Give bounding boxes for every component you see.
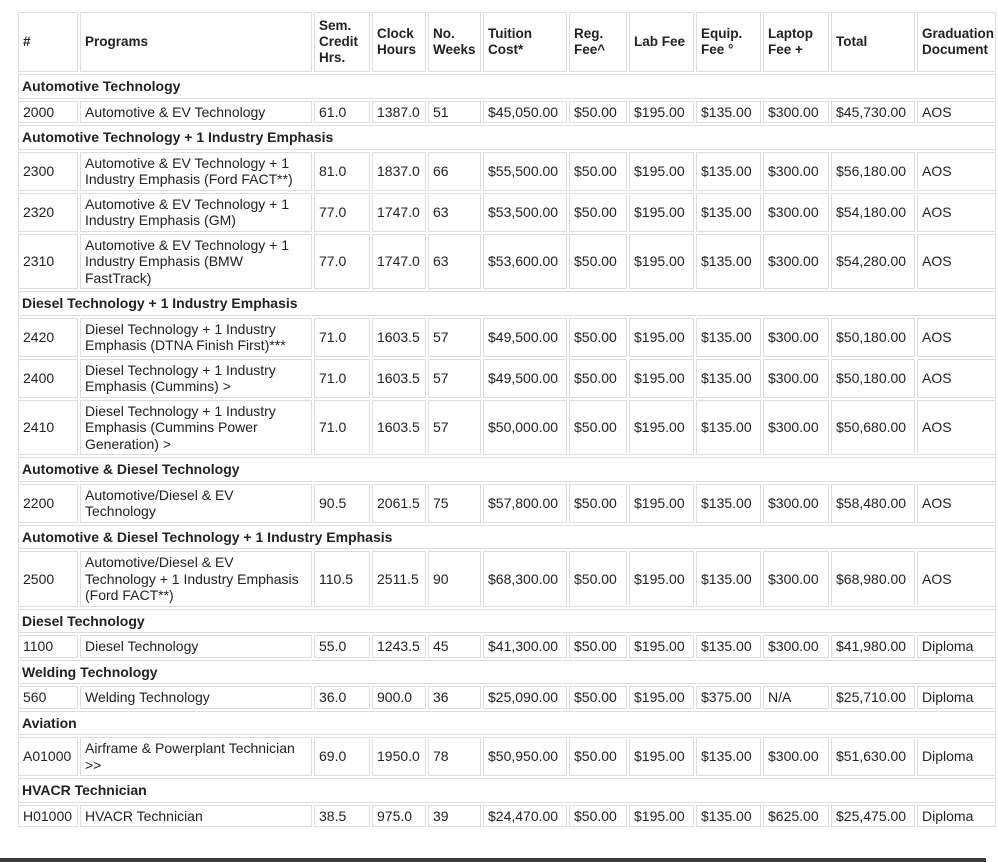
category-label: Diesel Technology + 1 Industry Emphasis xyxy=(18,291,996,316)
credit-hours: 77.0 xyxy=(314,193,370,232)
table-row xyxy=(18,152,996,191)
credit-hours: 55.0 xyxy=(314,635,370,658)
weeks: 57 xyxy=(428,359,481,398)
program-number: 2410 xyxy=(18,400,78,456)
tuition-cost: $50,000.00 xyxy=(483,400,567,456)
lab-fee: $195.00 xyxy=(629,318,694,357)
category-label: Aviation xyxy=(18,711,996,736)
reg-fee: $50.00 xyxy=(569,805,627,828)
bottom-scrollbar-edge xyxy=(0,858,986,862)
laptop-fee: $300.00 xyxy=(763,359,829,398)
program-name: Diesel Technology xyxy=(80,635,312,658)
tuition-cost: $57,800.00 xyxy=(483,484,567,523)
table-row xyxy=(18,635,996,658)
laptop-fee: $300.00 xyxy=(763,234,829,290)
category-row xyxy=(18,609,996,634)
col-header-weeks: No. Weeks xyxy=(428,12,481,72)
col-header-reg-fee: Reg. Fee^ xyxy=(569,12,627,72)
table-row xyxy=(18,551,996,607)
table-row xyxy=(18,484,996,523)
laptop-fee: $300.00 xyxy=(763,152,829,191)
laptop-fee: $300.00 xyxy=(763,737,829,776)
laptop-fee: $300.00 xyxy=(763,551,829,607)
program-number: 1100 xyxy=(18,635,78,658)
credit-hours: 69.0 xyxy=(314,737,370,776)
program-name: Automotive & EV Technology + 1 Industry Emphasis (GM) xyxy=(80,193,312,232)
category-row xyxy=(18,660,996,685)
category-row xyxy=(18,74,996,99)
tuition-cost: $45,050.00 xyxy=(483,101,567,124)
total-cost: $58,480.00 xyxy=(831,484,915,523)
category-row xyxy=(18,291,996,316)
graduation-document: AOS xyxy=(917,484,996,523)
weeks: 51 xyxy=(428,101,481,124)
total-cost: $50,180.00 xyxy=(831,359,915,398)
reg-fee: $50.00 xyxy=(569,635,627,658)
total-cost: $50,180.00 xyxy=(831,318,915,357)
weeks: 90 xyxy=(428,551,481,607)
graduation-document: Diploma xyxy=(917,805,996,828)
weeks: 45 xyxy=(428,635,481,658)
weeks: 39 xyxy=(428,805,481,828)
graduation-document: Diploma xyxy=(917,686,996,709)
graduation-document: Diploma xyxy=(917,635,996,658)
category-row xyxy=(18,711,996,736)
col-header-lab-fee: Lab Fee xyxy=(629,12,694,72)
total-cost: $25,475.00 xyxy=(831,805,915,828)
graduation-document: Diploma xyxy=(917,737,996,776)
tuition-cost: $53,500.00 xyxy=(483,193,567,232)
equip-fee: $135.00 xyxy=(696,193,761,232)
total-cost: $50,680.00 xyxy=(831,400,915,456)
equip-fee: $135.00 xyxy=(696,400,761,456)
program-number: 560 xyxy=(18,686,78,709)
lab-fee: $195.00 xyxy=(629,551,694,607)
table-row xyxy=(18,686,996,709)
weeks: 57 xyxy=(428,400,481,456)
program-number: 2420 xyxy=(18,318,78,357)
tuition-cost: $49,500.00 xyxy=(483,318,567,357)
category-label: Automotive Technology xyxy=(18,74,996,99)
col-header-credit-hours: Sem. Credit Hrs. xyxy=(314,12,370,72)
program-name: Diesel Technology + 1 Industry Emphasis (Cummins) > xyxy=(80,359,312,398)
laptop-fee: $300.00 xyxy=(763,318,829,357)
graduation-document: AOS xyxy=(917,318,996,357)
equip-fee: $135.00 xyxy=(696,635,761,658)
tuition-cost: $68,300.00 xyxy=(483,551,567,607)
table-row xyxy=(18,234,996,290)
graduation-document: AOS xyxy=(917,193,996,232)
weeks: 78 xyxy=(428,737,481,776)
program-name: Automotive & EV Technology xyxy=(80,101,312,124)
reg-fee: $50.00 xyxy=(569,686,627,709)
equip-fee: $135.00 xyxy=(696,101,761,124)
lab-fee: $195.00 xyxy=(629,686,694,709)
clock-hours: 1950.0 xyxy=(372,737,426,776)
col-header-laptop-fee: Laptop Fee + xyxy=(763,12,829,72)
equip-fee: $135.00 xyxy=(696,152,761,191)
program-number: 2400 xyxy=(18,359,78,398)
total-cost: $54,180.00 xyxy=(831,193,915,232)
category-label: Welding Technology xyxy=(18,660,996,685)
total-cost: $45,730.00 xyxy=(831,101,915,124)
table-row xyxy=(18,318,996,357)
program-number: 2300 xyxy=(18,152,78,191)
weeks: 63 xyxy=(428,193,481,232)
graduation-document: AOS xyxy=(917,359,996,398)
clock-hours: 1747.0 xyxy=(372,193,426,232)
category-label: Automotive & Diesel Technology + 1 Industry Emphasis xyxy=(18,525,996,550)
equip-fee: $135.00 xyxy=(696,318,761,357)
program-name: Diesel Technology + 1 Industry Emphasis (DTNA Finish First)*** xyxy=(80,318,312,357)
equip-fee: $135.00 xyxy=(696,737,761,776)
tuition-cost: $49,500.00 xyxy=(483,359,567,398)
lab-fee: $195.00 xyxy=(629,152,694,191)
category-row xyxy=(18,778,996,803)
laptop-fee: $300.00 xyxy=(763,193,829,232)
category-row xyxy=(18,525,996,550)
table-row xyxy=(18,400,996,456)
equip-fee: $375.00 xyxy=(696,686,761,709)
equip-fee: $135.00 xyxy=(696,234,761,290)
tuition-cost: $25,090.00 xyxy=(483,686,567,709)
clock-hours: 1243.5 xyxy=(372,635,426,658)
program-name: Welding Technology xyxy=(80,686,312,709)
lab-fee: $195.00 xyxy=(629,400,694,456)
laptop-fee: $300.00 xyxy=(763,400,829,456)
total-cost: $54,280.00 xyxy=(831,234,915,290)
program-number: H01000 xyxy=(18,805,78,828)
reg-fee: $50.00 xyxy=(569,737,627,776)
lab-fee: $195.00 xyxy=(629,737,694,776)
clock-hours: 1603.5 xyxy=(372,359,426,398)
weeks: 63 xyxy=(428,234,481,290)
lab-fee: $195.00 xyxy=(629,805,694,828)
program-name: Automotive & EV Technology + 1 Industry Emphasis (BMW FastTrack) xyxy=(80,234,312,290)
credit-hours: 77.0 xyxy=(314,234,370,290)
program-name: Airframe & Powerplant Technician >> xyxy=(80,737,312,776)
total-cost: $56,180.00 xyxy=(831,152,915,191)
graduation-document: AOS xyxy=(917,551,996,607)
tuition-cost: $41,300.00 xyxy=(483,635,567,658)
category-label: Diesel Technology xyxy=(18,609,996,634)
program-name: HVACR Technician xyxy=(80,805,312,828)
program-number: 2320 xyxy=(18,193,78,232)
credit-hours: 71.0 xyxy=(314,318,370,357)
clock-hours: 1837.0 xyxy=(372,152,426,191)
reg-fee: $50.00 xyxy=(569,318,627,357)
credit-hours: 38.5 xyxy=(314,805,370,828)
program-number: A01000 xyxy=(18,737,78,776)
weeks: 36 xyxy=(428,686,481,709)
graduation-document: AOS xyxy=(917,101,996,124)
clock-hours: 1603.5 xyxy=(372,400,426,456)
tuition-cost: $53,600.00 xyxy=(483,234,567,290)
table-row xyxy=(18,359,996,398)
tuition-cost: $50,950.00 xyxy=(483,737,567,776)
weeks: 57 xyxy=(428,318,481,357)
clock-hours: 2061.5 xyxy=(372,484,426,523)
col-header-tuition: Tuition Cost* xyxy=(483,12,567,72)
category-row xyxy=(18,457,996,482)
reg-fee: $50.00 xyxy=(569,551,627,607)
laptop-fee: N/A xyxy=(763,686,829,709)
lab-fee: $195.00 xyxy=(629,193,694,232)
clock-hours: 1603.5 xyxy=(372,318,426,357)
reg-fee: $50.00 xyxy=(569,359,627,398)
laptop-fee: $625.00 xyxy=(763,805,829,828)
equip-fee: $135.00 xyxy=(696,359,761,398)
table-row xyxy=(18,737,996,776)
laptop-fee: $300.00 xyxy=(763,635,829,658)
category-label: HVACR Technician xyxy=(18,778,996,803)
table-body xyxy=(18,74,996,827)
category-label: Automotive Technology + 1 Industry Emphasis xyxy=(18,125,996,150)
graduation-document: AOS xyxy=(917,152,996,191)
tuition-table xyxy=(16,10,998,829)
clock-hours: 2511.5 xyxy=(372,551,426,607)
clock-hours: 975.0 xyxy=(372,805,426,828)
program-name: Automotive & EV Technology + 1 Industry Emphasis (Ford FACT**) xyxy=(80,152,312,191)
credit-hours: 71.0 xyxy=(314,400,370,456)
credit-hours: 36.0 xyxy=(314,686,370,709)
col-header-graduation: Graduation Document xyxy=(917,12,996,72)
program-name: Automotive/Diesel & EV Technology xyxy=(80,484,312,523)
reg-fee: $50.00 xyxy=(569,101,627,124)
col-header-total: Total xyxy=(831,12,915,72)
col-header-clock-hours: Clock Hours xyxy=(372,12,426,72)
equip-fee: $135.00 xyxy=(696,551,761,607)
reg-fee: $50.00 xyxy=(569,193,627,232)
col-header-equip-fee: Equip. Fee ° xyxy=(696,12,761,72)
lab-fee: $195.00 xyxy=(629,635,694,658)
lab-fee: $195.00 xyxy=(629,101,694,124)
reg-fee: $50.00 xyxy=(569,234,627,290)
table-row xyxy=(18,193,996,232)
weeks: 75 xyxy=(428,484,481,523)
weeks: 66 xyxy=(428,152,481,191)
total-cost: $41,980.00 xyxy=(831,635,915,658)
total-cost: $51,630.00 xyxy=(831,737,915,776)
header-row xyxy=(18,12,996,72)
program-number: 2500 xyxy=(18,551,78,607)
credit-hours: 61.0 xyxy=(314,101,370,124)
credit-hours: 90.5 xyxy=(314,484,370,523)
reg-fee: $50.00 xyxy=(569,400,627,456)
table-row xyxy=(18,101,996,124)
laptop-fee: $300.00 xyxy=(763,484,829,523)
reg-fee: $50.00 xyxy=(569,152,627,191)
program-number: 2000 xyxy=(18,101,78,124)
lab-fee: $195.00 xyxy=(629,484,694,523)
graduation-document: AOS xyxy=(917,234,996,290)
program-number: 2200 xyxy=(18,484,78,523)
clock-hours: 900.0 xyxy=(372,686,426,709)
total-cost: $25,710.00 xyxy=(831,686,915,709)
equip-fee: $135.00 xyxy=(696,805,761,828)
graduation-document: AOS xyxy=(917,400,996,456)
total-cost: $68,980.00 xyxy=(831,551,915,607)
credit-hours: 110.5 xyxy=(314,551,370,607)
program-number: 2310 xyxy=(18,234,78,290)
table-row xyxy=(18,805,996,828)
credit-hours: 71.0 xyxy=(314,359,370,398)
program-name: Diesel Technology + 1 Industry Emphasis (Cummins Power Generation) > xyxy=(80,400,312,456)
col-header-num: # xyxy=(18,12,78,72)
program-name: Automotive/Diesel & EV Technology + 1 Industry Emphasis (Ford FACT**) xyxy=(80,551,312,607)
tuition-cost: $55,500.00 xyxy=(483,152,567,191)
reg-fee: $50.00 xyxy=(569,484,627,523)
category-row xyxy=(18,125,996,150)
equip-fee: $135.00 xyxy=(696,484,761,523)
lab-fee: $195.00 xyxy=(629,359,694,398)
tuition-cost: $24,470.00 xyxy=(483,805,567,828)
lab-fee: $195.00 xyxy=(629,234,694,290)
laptop-fee: $300.00 xyxy=(763,101,829,124)
category-label: Automotive & Diesel Technology xyxy=(18,457,996,482)
clock-hours: 1387.0 xyxy=(372,101,426,124)
col-header-programs: Programs xyxy=(80,12,312,72)
clock-hours: 1747.0 xyxy=(372,234,426,290)
credit-hours: 81.0 xyxy=(314,152,370,191)
